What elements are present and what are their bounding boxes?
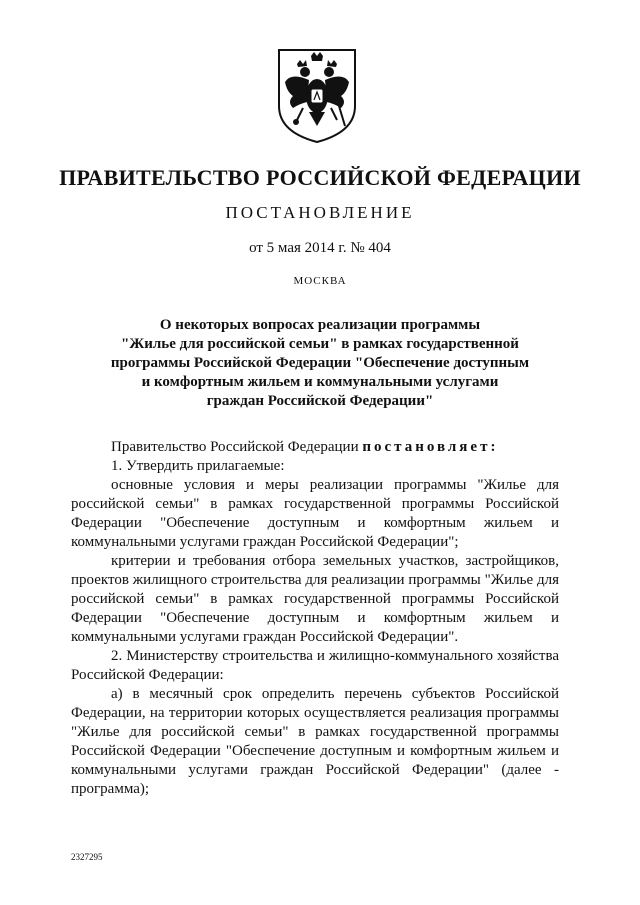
document-title <box>0 316 640 411</box>
title-line: О некоторых вопросах реализации программы <box>159 317 481 333</box>
paragraph-1: 1. Утвердить прилагаемые: <box>111 458 285 474</box>
document-number-footer: 2327295 <box>71 852 103 862</box>
intro-paragraph <box>71 438 559 457</box>
document-body <box>71 438 559 799</box>
government-name: ПРАВИТЕЛЬСТВО РОССИЙСКОЙ ФЕДЕРАЦИИ <box>59 165 581 190</box>
title-line: "Жилье для российской семьи" в рамках государственной <box>121 336 519 352</box>
paragraph-criteria: критерии и требования отбора земельных участков, застройщиков, проектов жилищного строительства для реализации программы "Жилье для российской семьи" в рамках государственной программы Российской Федерации "Обеспечение доступным и комфортным жильем и коммунальными услугами граждан Российской Федерации". <box>71 553 559 645</box>
date-and-number: от 5 мая 2014 г. № 404 <box>249 240 391 256</box>
title-line: граждан Российской Федерации" <box>206 393 434 409</box>
paragraph-basic-conditions: основные условия и меры реализации программы "Жилье для российской семьи" в рамках государственной программы Российской Федерации "Обеспечение доступным и комфортным жильем и коммунальными услугами граждан Российской Федерации"; <box>71 477 559 550</box>
title-line: и комфортным жильем и коммунальными услугами <box>141 374 499 390</box>
city: МОСКВА <box>293 275 347 287</box>
intro-text: Правительство Российской Федерации <box>111 439 359 455</box>
document-type: ПОСТАНОВЛЕНИЕ <box>225 203 415 222</box>
resolves-word: постановляет: <box>362 439 499 455</box>
coat-of-arms-icon <box>273 46 361 146</box>
paragraph-2: 2. Министерству строительства и жилищно-коммунального хозяйства Российской Федерации: <box>71 648 559 683</box>
title-line: программы Российской Федерации "Обеспечение доступным <box>110 355 530 371</box>
paragraph-2a: а) в месячный срок определить перечень субъектов Российской Федерации, на территории которых осуществляется реализация программы "Жилье для российской семьи" в рамках государственной программы Российской Федерации "Обеспечение доступным и комфортным жильем и коммунальными услугами граждан Российской Федерации" (далее - программа); <box>71 686 559 797</box>
